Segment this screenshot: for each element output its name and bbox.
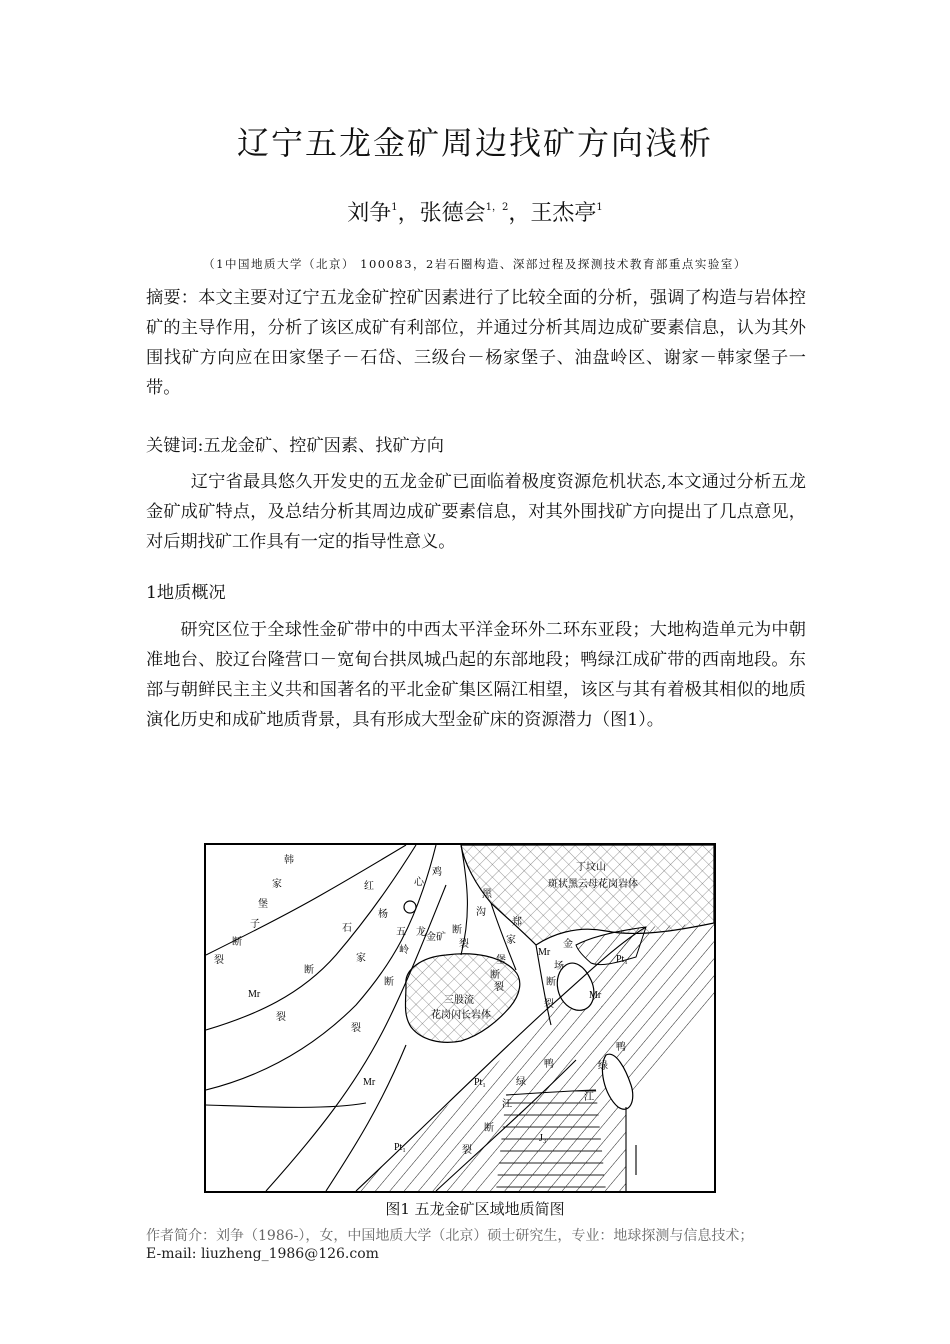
mr-label: Mr — [363, 1077, 376, 1088]
fault-char: 断 — [546, 977, 556, 988]
fault-char: 断 — [490, 970, 500, 981]
fault-char: 家 — [356, 953, 366, 964]
fault-char: 场 — [554, 961, 564, 972]
intro-paragraph: 辽宁省最具悠久开发史的五龙金矿已面临着极度资源危机状态,本文通过分析五龙金矿成矿特点，及总结分析其周边成矿要素信息，对其外围找矿方向提出了几点意见，对后期找矿工作具有一定的指导性意义。 — [146, 472, 806, 552]
figure-caption: 图1 五龙金矿区域地质简图 — [385, 1200, 565, 1218]
fault-char: 岭 — [399, 945, 409, 956]
fault-char: 家 — [272, 879, 282, 890]
geologic-map — [206, 845, 714, 1191]
footnote — [146, 1227, 826, 1263]
fault-char: 断 — [484, 1123, 494, 1134]
fault-char: 金 — [563, 939, 573, 950]
keywords: 关键词:五龙金矿、控矿因素、找矿方向 — [146, 436, 444, 456]
pt1-label: Pt₁ — [616, 954, 628, 965]
fault-char: 裂 — [462, 1145, 472, 1156]
section-heading: 1地质概况 — [146, 583, 226, 603]
fault-char: 韩 — [284, 855, 294, 866]
fault-char: 黑 — [482, 889, 492, 900]
mr-label: Mr — [248, 989, 261, 1000]
j3-strata — [496, 1090, 606, 1191]
author-affil-mark: 1，2 — [485, 202, 509, 213]
river-char: 江 — [584, 1092, 594, 1103]
fault-char: 江 — [502, 1099, 512, 1110]
fault-char: 裂 — [214, 955, 224, 966]
affiliation: （1中国地质大学（北京） 100083，2岩石圈构造、深部过程及探测技术教育部重点实验室） — [203, 257, 747, 271]
gold-mine-label: 金矿 — [426, 932, 446, 943]
fault-char: 家 — [506, 935, 516, 946]
fault-char: 裂 — [276, 1012, 286, 1023]
author-name: 张德会 — [419, 201, 486, 226]
author-name: 刘争 — [347, 201, 392, 226]
author-affil-mark: 1 — [596, 202, 603, 213]
fault-char: 裂 — [494, 982, 504, 993]
fault-char: 郑 — [512, 917, 522, 928]
section-body: 研究区位于全球性金矿带中的中西太平洋金环外二环东亚段；大地构造单元为中朝准地台、胶辽台隆营口－宽甸台拱凤城凸起的东部地段；鸭绿江成矿带的西南地段。东部与朝鲜民主主义共和国著名的平北金矿集区隔江相望，该区与其有着极其相似的地质演化历史和成矿地质背景，具有形成大型金矿床的资源潜力（图1）。 — [146, 620, 806, 730]
author-affil-mark: 1 — [391, 202, 398, 213]
fault-char: 裂 — [459, 939, 469, 950]
fault-char: 鸡 — [432, 867, 442, 878]
j3-label: J₃ — [539, 1133, 547, 1144]
fault-char: 堡 — [258, 899, 268, 910]
footnote-email: E-mail: liuzheng_1986@126.com — [146, 1246, 379, 1262]
fault-char: 断 — [384, 977, 394, 988]
pt1-label: Pt₁ — [394, 1142, 406, 1153]
sangu-label: 三股流 — [444, 995, 474, 1006]
paper-title: 辽宁五龙金矿周边找矿方向浅析 — [236, 124, 713, 162]
footnote-author-bio: 作者简介：刘争（1986-），女，中国地质大学（北京）硕士研究生，专业：地球探测与信息技术； — [146, 1228, 754, 1244]
fault-char: 杨 — [378, 909, 388, 920]
fault-char: 心 — [414, 877, 424, 888]
fault-char: 裂 — [351, 1023, 361, 1034]
fault-char: 沟 — [476, 907, 486, 918]
pt1-label: Pt₁ — [474, 1077, 486, 1088]
fault-char: 子 — [250, 919, 260, 930]
abstract: 摘要：本文主要对辽宁五龙金矿控矿因素进行了比较全面的分析，强调了构造与岩体控矿的主导作用，分析了该区成矿有利部位，并通过分析其周边成矿要素信息，认为其外围找矿方向应在田家堡子－石岱、三级台－杨家堡子、油盘岭区、谢家－韩家堡子一带。 — [146, 288, 806, 398]
fault-char: 红 — [364, 881, 374, 892]
fault-char: 断 — [304, 965, 314, 976]
author-line — [0, 196, 950, 227]
dingjiashan-desc-label: 斑状黑云母花岗岩体 — [548, 879, 638, 890]
fault-char: 裂 — [544, 999, 554, 1010]
author-separator: ， — [397, 201, 420, 226]
author-name: 王杰亭 — [530, 201, 597, 226]
sangu-desc-label: 花岗闪长岩体 — [431, 1010, 491, 1021]
fault-char: 断 — [232, 937, 242, 948]
mr-label: Mr — [538, 947, 551, 958]
fault-line — [206, 1103, 366, 1107]
fault-char: 断 — [452, 925, 462, 936]
fault-char: 鸭 — [544, 1059, 554, 1070]
river-char: 绿 — [598, 1061, 608, 1072]
dingjiashan-label: 丁坟山 — [576, 862, 606, 873]
fault-char: 龙 — [416, 927, 426, 938]
wulong-gold-mine-marker — [404, 901, 416, 913]
fault-char: 绿 — [516, 1077, 526, 1088]
river-char: 鸭 — [616, 1042, 626, 1053]
fault-line — [206, 845, 436, 1090]
fault-char: 堡 — [496, 955, 506, 966]
mr-label: Mr — [589, 990, 602, 1001]
author-separator: ， — [508, 201, 531, 226]
fault-char: 石 — [342, 923, 352, 934]
fault-char: 五 — [396, 927, 406, 938]
geologic-map-figure — [204, 843, 716, 1193]
